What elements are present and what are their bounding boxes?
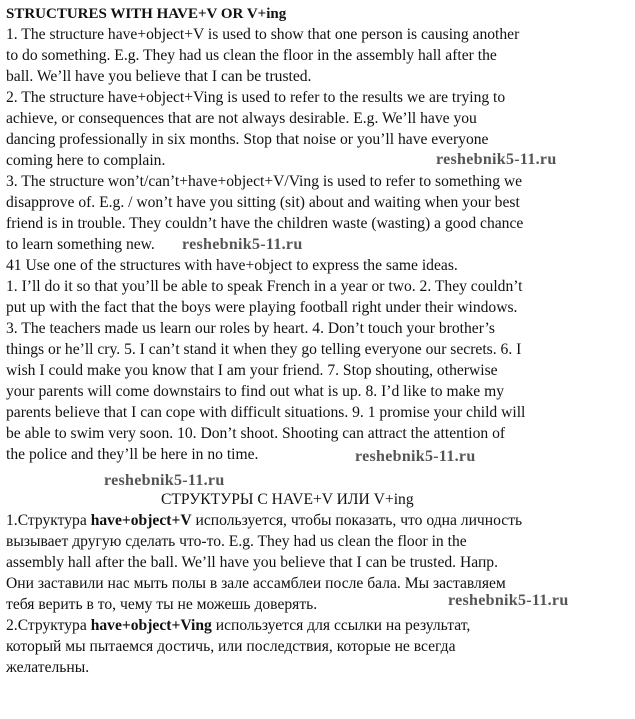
text-line: wish I could make you know that I am your friend. 7. Stop shouting, otherwise: [6, 362, 498, 379]
text-line: 1. I’ll do it so that you’ll be able to speak French in a year or two. 2. They couldn’t: [6, 278, 523, 295]
watermark: reshebnik5-11.ru: [436, 151, 557, 168]
watermark: reshebnik5-11.ru: [355, 448, 476, 465]
text-line: things or he’ll cry. 5. I can’t stand it when they go telling everyone our secrets. 6. I: [6, 341, 522, 358]
watermark: reshebnik5-11.ru: [104, 472, 225, 489]
ru-text-line: желательны.: [6, 659, 90, 676]
text-line: achieve, or consequences that are not always desirable. E.g. We’ll have you: [6, 110, 477, 127]
ru-text-line: 2.Структура have+object+Ving используется для ссылки на результат,: [6, 617, 471, 634]
text-line: disapprove of. E.g. / won’t have you sitting (sit) about and waiting when your best: [6, 194, 520, 211]
text-line: 3. The structure won’t/can’t+have+object+V/Ving is used to refer to something we: [6, 173, 523, 190]
text-line: 2. The structure have+object+Ving is used to refer to the results we are trying to: [6, 89, 506, 106]
section-title: STRUCTURES WITH HAVE+V OR V+ing: [6, 6, 287, 22]
text-line: to do something. E.g. They had us clean the floor in the assembly hall after the: [6, 47, 497, 64]
text-line: dancing professionally in six months. Stop that noise or you’ll have everyone: [6, 131, 489, 148]
text-line: your parents will come downstairs to find out what is up. 8. I’d like to make my: [6, 383, 505, 400]
watermark: reshebnik5-11.ru: [182, 236, 303, 253]
ru-section-title: СТРУКТУРЫ С HAVE+V ИЛИ V+ing: [161, 491, 414, 508]
text-line: friend is in trouble. They couldn’t have the children waste (wasting) a good chance: [6, 215, 524, 232]
ru-text-line: вызывает другую сделать что-то. E.g. They had us clean the floor in the: [6, 533, 467, 550]
text-line: the police and they’ll be here in no time.: [6, 446, 259, 463]
ru-text-line: Они заставили нас мыть полы в зале ассамблеи после бала. Мы заставляем: [6, 575, 506, 592]
ru-text-line: 1.Структура have+object+V используется, чтобы показать, что одна личность: [6, 512, 523, 529]
text-line: put up with the fact that the boys were playing football right under their windows.: [6, 299, 518, 316]
ru-text-line: который мы пытаемся достичь, или последствия, которые не всегда: [6, 638, 456, 655]
text-line: to learn something new.: [6, 236, 155, 253]
text-line: ball. We’ll have you believe that I can be trusted.: [6, 68, 312, 85]
exercise-heading: 41 Use one of the structures with have+object to express the same ideas.: [6, 257, 458, 274]
ru-text-line: тебя верить в то, чему ты не можешь доверять.: [6, 596, 318, 613]
ru-text-line: assembly hall after the ball. We’ll have you believe that I can be trusted. Напр.: [6, 554, 498, 571]
text-line: 1. The structure have+object+V is used to show that one person is causing another: [6, 26, 520, 43]
text-line: be able to swim very soon. 10. Don’t shoot. Shooting can attract the attention of: [6, 425, 506, 442]
watermark: reshebnik5-11.ru: [448, 592, 569, 609]
text-line: coming here to complain.: [6, 152, 166, 169]
text-line: parents believe that I can cope with difficult situations. 9. 1 promise your child will: [6, 404, 526, 421]
text-line: 3. The teachers made us learn our roles by heart. 4. Don’t touch your brother’s: [6, 320, 495, 337]
